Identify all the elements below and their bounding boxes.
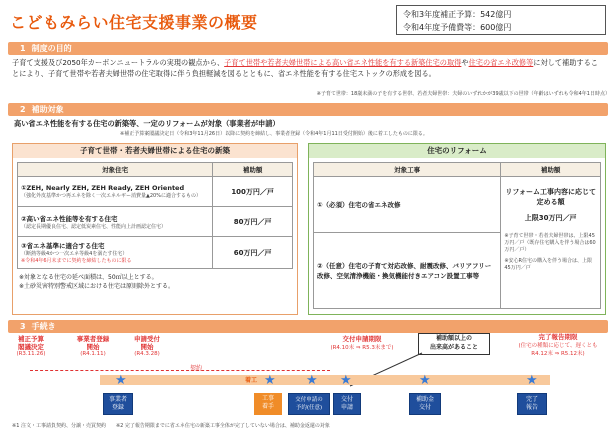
star-icon: ★ xyxy=(526,373,538,388)
step-registration: 事業者 登録 xyxy=(103,393,133,415)
milestone-application-start: 申請受付 開始 (R4.3.28) xyxy=(134,335,160,357)
reform-amount-main: リフォーム工事内容に応じて定める額 xyxy=(505,188,596,206)
contract-label: 契約 xyxy=(190,365,203,372)
step-completion-report: 完了 報告 xyxy=(517,393,547,415)
budget-box xyxy=(396,5,606,35)
reform-table xyxy=(313,162,601,309)
reform-panel xyxy=(308,143,606,315)
new-home-table xyxy=(17,162,293,269)
new-home-footer-2: ※土砂災害特別警戒区域における住宅は原則除外とする。 xyxy=(19,283,175,290)
step-reservation: 交付申請の 予約(任意) xyxy=(288,393,330,415)
milestone-budget: 補正予算 閣議決定 (R3.11.26) xyxy=(16,335,46,357)
milestone-registration: 事業者登録 開始 (R4.1.11) xyxy=(76,335,110,357)
reform-amount-note1: ※子育て世帯・若者夫婦世帯は、上限45万円／戸（既存住宅購入を伴う場合は60万円／戸） xyxy=(504,233,596,253)
star-icon: ★ xyxy=(419,373,431,388)
new-home-footer-1: ※対象となる住宅の延べ面積は、50㎡以上とする。 xyxy=(19,274,158,281)
page-title: こどもみらい住宅支援事業の概要 xyxy=(10,13,258,32)
milestone-completion-deadline: 完了報告期限 (住宅の種類に応じて、遅くとも R4.12末 ⇒ R5.12末) xyxy=(518,333,598,357)
star-icon: ★ xyxy=(264,373,276,388)
star-icon: ★ xyxy=(306,373,318,388)
section1-heading: 1 制度の目的 xyxy=(8,42,608,55)
section2-lead: 高い省エネ性能を有する住宅の新築等、一定のリフォームが対象（事業者が申請） xyxy=(14,119,280,128)
reform-panel-title: 住宅のリフォーム xyxy=(309,144,605,158)
section3-heading: 3 手続き xyxy=(8,320,608,333)
budget1-value: ：542億円 xyxy=(472,10,512,19)
section1-note: ※子育て世帯：18歳未満の子を有する世帯、若者夫婦世帯：夫婦のいずれかが39歳以下の世帯（年齢はいずれも令和4年1日時点） xyxy=(316,91,610,97)
section3-footnote: ※1 注文・工事請負契約、分譲・売買契約 ※2 完了報告期限までに省エネ住宅の新築工事全体が完了していない場合は、補助金返還の対象 xyxy=(12,423,330,429)
budget2-label: 令和4年度予備費等 xyxy=(403,23,473,32)
table-row: ②（任意）住宅の子育て対応改修、耐震改修、バリアフリー改修、空気清浄機能・換気機能付きエアコン設置工事等 xyxy=(314,233,601,309)
step-subsidy-grant: 補助金 交付 xyxy=(409,393,441,415)
section1-body: 子育て支援及び2050年カーボンニュートラルの実現の観点から、子育て世帯や若者夫婦世帯による高い省エネ性能を有する新築住宅の取得や住宅の省エネ改修等に対して補助することにより、子育て世帯や若者夫婦世帯の住宅取得に伴う負担軽減を図るとともに、省エネ性能を有する住宅ストックの形成を図る。 xyxy=(12,58,598,78)
col-subsidy: 補助額 xyxy=(501,163,601,177)
step-construction-start: 工事 着手 xyxy=(254,393,282,415)
reform-amount-note2: ※安心R住宅の購入を伴う場合は、上限45万円／戸 xyxy=(504,258,592,271)
budget2-value: ：600億円 xyxy=(472,23,512,32)
progress-callout: 補助額以上の 出来高があること xyxy=(418,333,490,355)
new-home-panel xyxy=(12,143,298,315)
construction-bar xyxy=(100,373,550,388)
table-row: ③省エネ基準に適合する住宅 （断熱等級4かつ一次エネ等級4を満たす住宅） ※令和4年6月末までに契約を締結したものに限る 60万円／戸 xyxy=(18,237,293,269)
construction-label: 着工 xyxy=(245,377,258,384)
budget1-label: 令和3年度補正予算 xyxy=(403,10,473,19)
step-application: 交付 申請 xyxy=(333,393,361,415)
col-target-work: 対象工事 xyxy=(314,163,501,177)
reform-amount-cap: 上限30万円／戸 xyxy=(524,214,577,222)
milestone-application-deadline: 交付申請期限 (R4.10末 ⇒ R5.3末まで) xyxy=(330,335,394,351)
table-row: ①（必須）住宅の省エネ改修 リフォーム工事内容に応じて定める額 上限30万円／戸 ※子育て世帯・若者夫婦世帯は、上限45万円／戸（既存住宅購入を伴う場合は60万円／戸） ※安心R住宅の購入を伴う場合は、上限45万円／戸 xyxy=(314,177,601,233)
section2-heading: 2 補助対象 xyxy=(8,103,608,116)
new-home-panel-title: 子育て世帯・若者夫婦世帯による住宅の新築 xyxy=(13,144,297,158)
star-icon: ★ xyxy=(115,373,127,388)
table-row: ①ZEH, Nearly ZEH, ZEH Ready, ZEH Oriented （強化外皮基準かつ再エネを除く一次エネルギー消費量▲20%に適合するもの） 100万円／戸 xyxy=(18,177,293,207)
col-target-home: 対象住宅 xyxy=(18,163,213,177)
section2-lead-note: ※補正予算案閣議決定日（令和3年11月26日）以降に契約を締結し、事業者登録（令和4年1月11日受付開始）後に着工したものに限る。 xyxy=(120,131,428,137)
col-subsidy: 補助額 xyxy=(213,163,293,177)
star-icon: ★ xyxy=(340,373,352,388)
table-row: ②高い省エネ性能等を有する住宅 （認定長期優良住宅、認定低炭素住宅、性能向上計画認定住宅） 80万円／戸 xyxy=(18,207,293,237)
